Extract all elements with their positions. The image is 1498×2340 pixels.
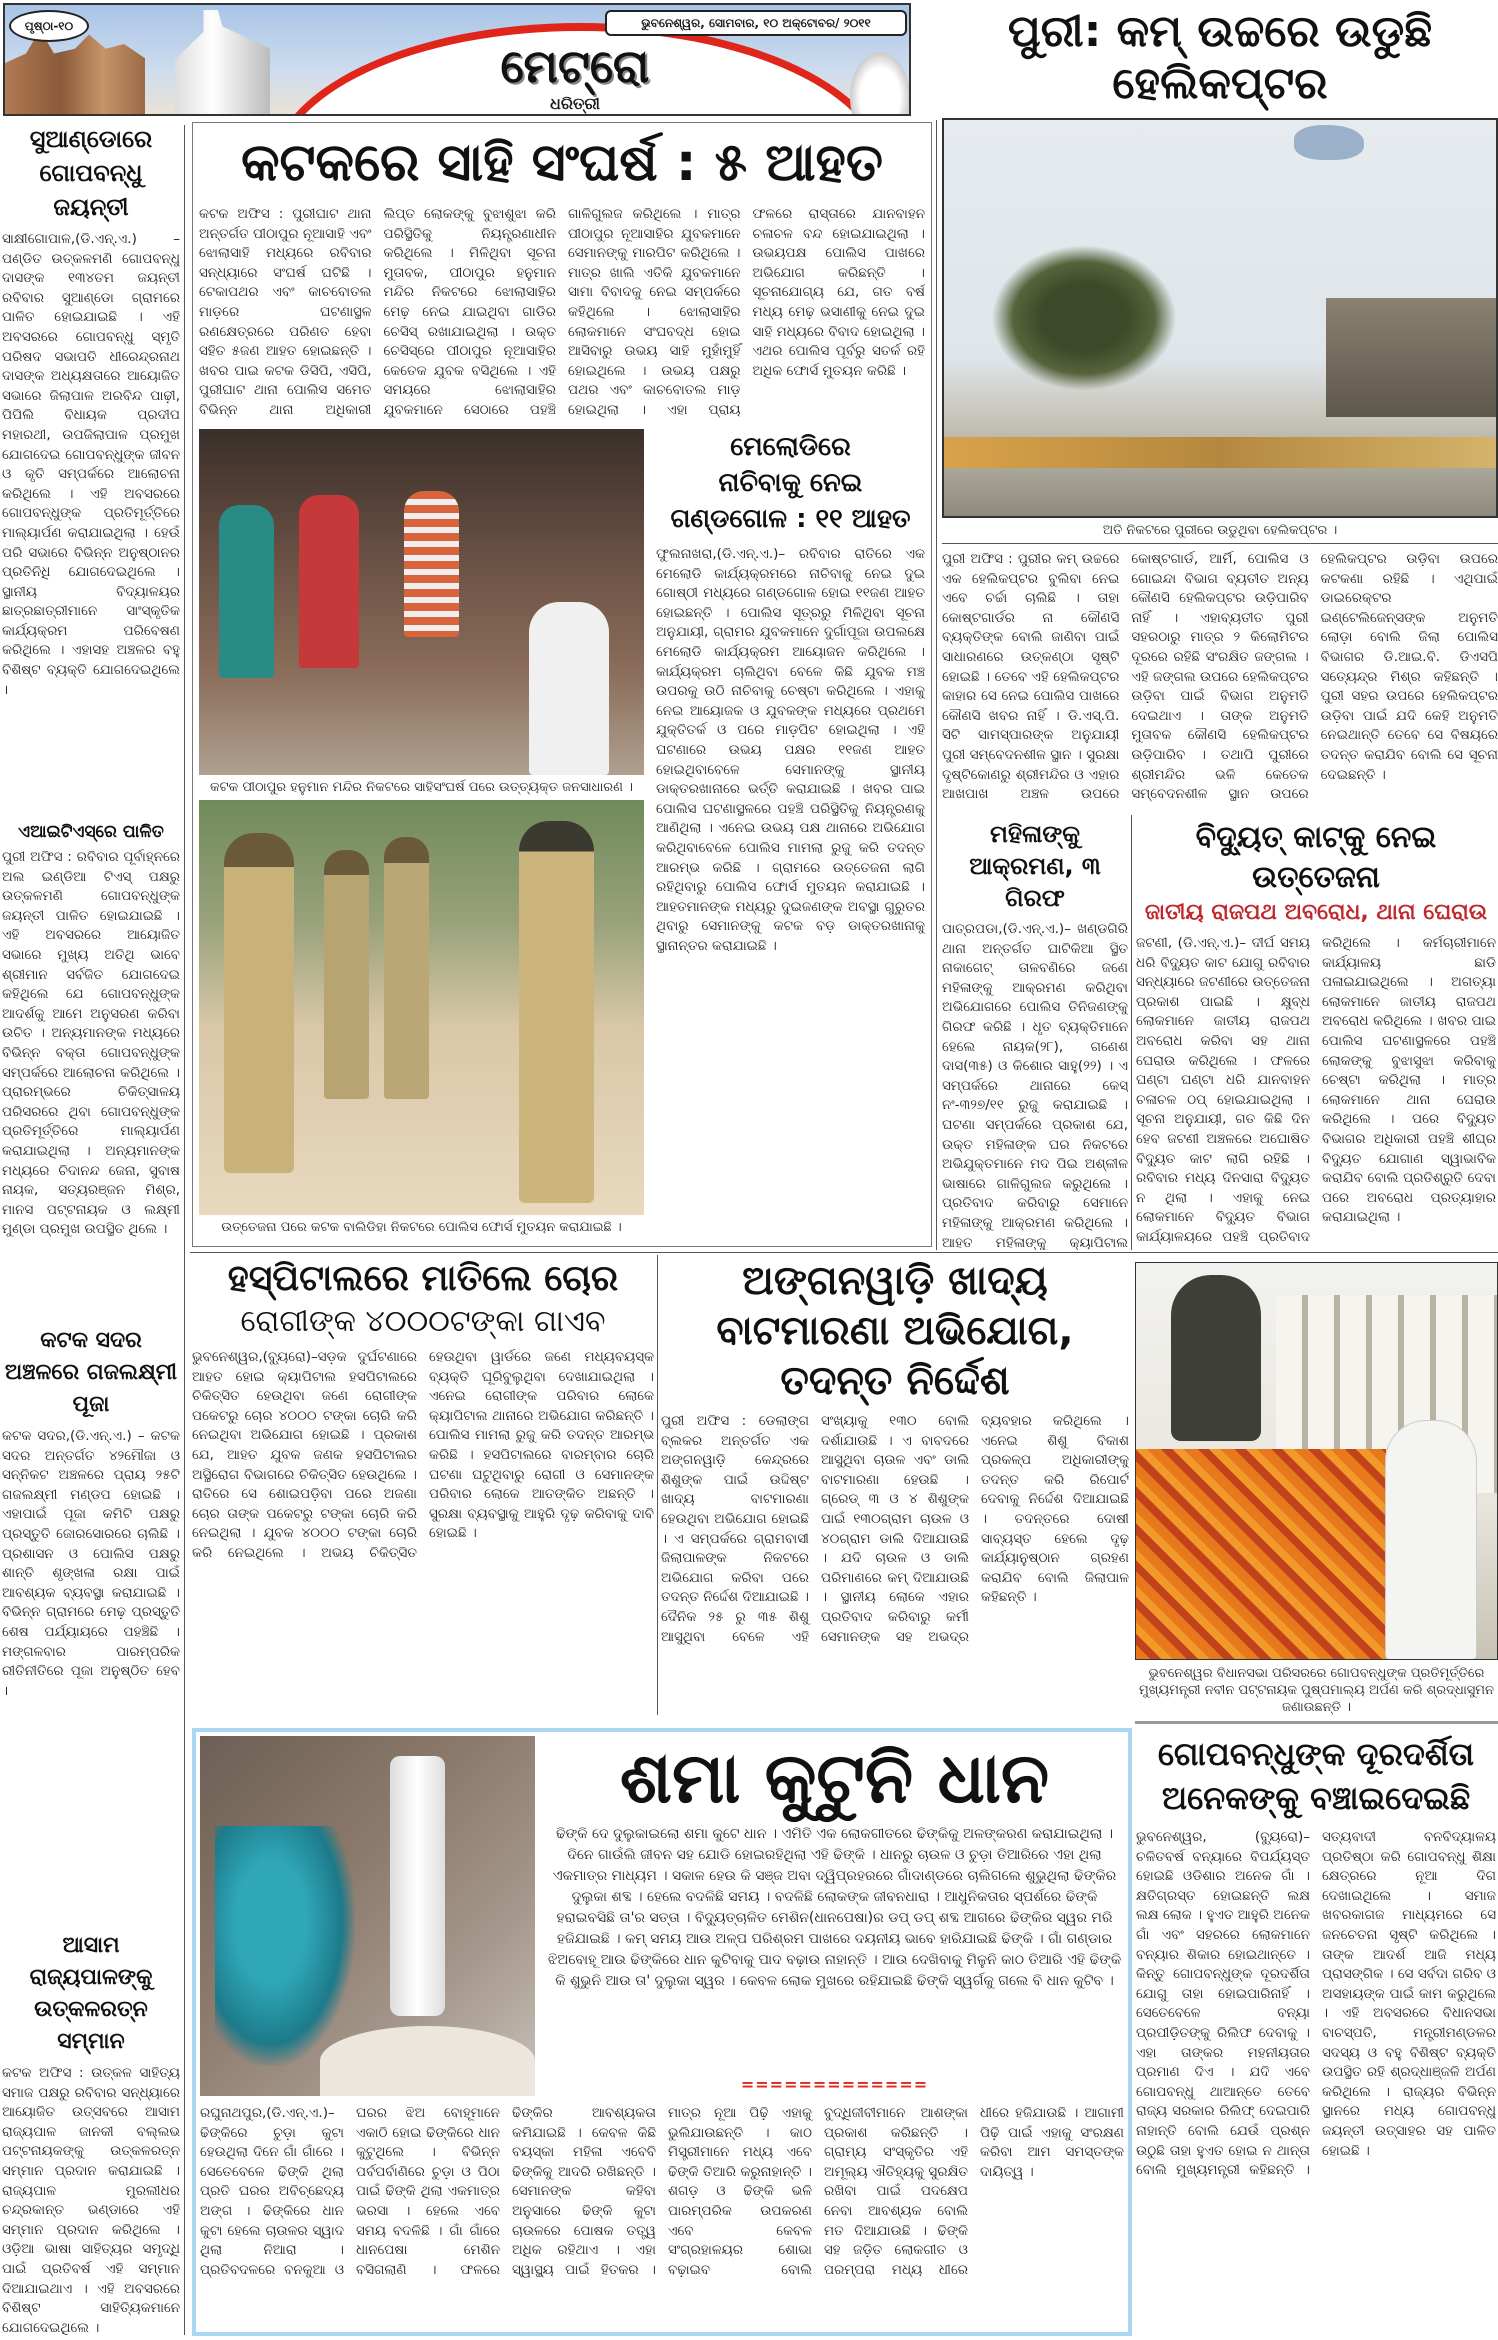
woman-figure <box>215 1826 355 2066</box>
anganwadi-article-body: ପୁରୀ ଅଫିସ : ଡେଲାଙ୍ଗ ବ୍ଲକର ଅନ୍ତର୍ଗତ ଏକ ଅଙ୍ଗନୱାଡ଼ି କେନ୍ଦ୍ରରେ ଶିଶୁଙ୍କ ପାଇଁ ଉଦ୍ଦିଷ୍ଟ ଖାଦ୍ୟ ବାଟମାରଣା ହେଉଥିବା ଅଭିଯୋଗ ହୋଇଛି । ଏ ସମ୍ପର୍କରେ ଗ୍ରାମବାସୀ ଜିଲାପାଳଙ୍କ ନିକଟରେ ଅଭିଯୋଗ କରିବା ପରେ ତଦନ୍ତ ନିର୍ଦ୍ଦେଶ ଦିଆଯାଇଛି । ଦୈନିକ ୨୫ ରୁ ୩୫ ଶିଶୁ ଆସୁଥିବା ବେଳେ ଏହି ସଂଖ୍ୟାକୁ ୧୩୦ ବୋଲି ଦର୍ଶାଯାଉଛି । ଏ ବାବଦରେ ଆସୁଥିବା ଚାଉଳ ଏବଂ ଡାଲି ବାଟମାରଣା ହେଉଛି । ଗ୍ରେଡ୍ ୩ ଓ ୪ ଶିଶୁଙ୍କ ପାଇଁ ୧୩୦ଗ୍ରାମ ଚାଉଳ ଓ ୪୦ଗ୍ରାମ ଡାଲି ଦିଆଯାଉଛି । ଯଦି ଚାଉଳ ଓ ଡାଲି ପରିମାଣରେ କମ୍ ଦିଆଯାଉଛି । ସ୍ଥାନୀୟ ଲୋକେ ଏହାର ପ୍ରତିବାଦ କରିବାରୁ କର୍ମୀ ସେମାନଙ୍କ ସହ ଅଭଦ୍ର ବ୍ୟବହାର କରିଥିଲେ । ଏନେଇ ଶିଶୁ ବିକାଶ ପ୍ରକଳ୍ପ ଅଧିକାରୀଙ୍କୁ ତଦନ୍ତ କରି ରିପୋର୍ଟ ଦେବାକୁ ନିର୍ଦ୍ଦେଶ ଦିଆଯାଇଛି । ତଦନ୍ତରେ ଦୋଷୀ ସାବ୍ୟସ୍ତ ହେଲେ ଦୃଢ଼ କାର୍ଯ୍ୟାନୁଷ୍ଠାନ ଗ୍ରହଣ କରାଯିବ ବୋଲି ଜିଲାପାଳ କହିଛନ୍ତି । <box>661 1413 1129 1645</box>
divider <box>1131 815 1132 1250</box>
helicopter-photo <box>942 118 1498 518</box>
attack-headline: ମହିଳାଙ୍କୁ ଆକ୍ରମଣ, ୩ ଗିରଫ <box>969 820 1101 912</box>
dhenki-intro: ଢିଙ୍କି ଦେ ଦୁଲୁକାଇଲୋ ଶମା କୁଟେ ଧାନ । ଏମିତି ଏକ ଲୋକଗୀତରେ ଢିଙ୍କିକୁ ଅଳଙ୍କରଣ କରାଯାଇଥିଲା । ଦିନେ ଗାଉଁଲି ଜୀବନ ସହ ଯୋଡି ହୋଇରହିଥିଲା ଏହି ଢିଙ୍କି । ଧାନରୁ ଚାଉଳ ଓ ଚୁଡ଼ା ତିଆରିରେ ଏହା ଥିଲା ଏକମାତ୍ର ମାଧ୍ୟମ । ସକାଳ ହେଉ କି ସଞ୍ଜ ଅବା ଦ୍ୱିପ୍ରହରରେ ଗାଁଦାଣ୍ଡରେ ଚାଲିଗଲେ ଶୁଭୁଥିଲା ଢିଙ୍କିର ଦୁଲୁକା ଶବ୍ଦ । ହେଲେ ବଦଳିଛି ସମୟ । ବଦଳିଛି ଲୋକଙ୍କ ଜୀବନଧାରା । ଆଧୁନିକତାର ସ୍ପର୍ଶରେ ଢିଙ୍କି ହରାଇବସିଛି ତା'ର ସତ୍ତା । ବିଦ୍ୟୁତ୍‌ଚାଳିତ ମେଶିନ(ଧାନପେଷା)ର ଡପ୍ ଡପ୍ ଶବ୍ଦ ଆଗରେ ଢିଙ୍କିର ସ୍ୱର ମରି ହଜିଯାଇଛି । କମ୍ ସମୟ ଆଉ ଅଳ୍ପ ପରିଶ୍ରମ ପାଖରେ ଦୟନୀୟ ଭାବେ ହାରିଯାଇଛି ଢିଙ୍କି । ଗାଁ ଗଣ୍ଡାର ଝିଅବୋହୂ ଆଉ ଢିଙ୍କିରେ ଧାନ କୁଟିବାକୁ ପାଦ ବଢ଼ାଉ ନାହାନ୍ତି । ଆଉ ଦେଖିବାକୁ ମିଳୁନି କାଠ ତିଆରି ଏହି ଢିଙ୍କି କି ଶୁଭୁନି ଆଉ ତା' ଦୁଲୁକା ସ୍ୱର । କେବଳ ଲୋକ ମୁଖରେ ରହିଯାଇଛି ଢିଙ୍କି ସ୍ୱର୍ଗକୁ ଗଲେ ବି ଧାନ କୁଟିବ । <box>547 1826 1122 1989</box>
suando-headline: ସୁଆଣ୍ଡୋରେ ଗୋପବନ୍ଧୁ ଜୟନ୍ତୀ <box>29 125 153 221</box>
crowd-photo-caption: କଟକ ପୀଠାପୁର ହନୁମାନ ମନ୍ଦିର ନିକଟରେ ସାହିସଂଘର୍ଷ ପରେ ଉତ୍ତ୍ୟକ୍ତ ଜନସାଧାରଣ । <box>210 779 633 795</box>
attack-story <box>942 818 1128 1250</box>
policeman-2 <box>324 850 369 1099</box>
policeman-1 <box>224 833 294 1173</box>
anganwadi-headline: ଅଙ୍ଗନୱାଡ଼ି ଖାଦ୍ୟ ବାଟମାରଣା ଅଭିଯୋଗ, ତଦନ୍ତ ନିର୍ଦ୍ଦେଶ <box>716 1258 1074 1404</box>
policeman-3 <box>384 837 429 1099</box>
melody-headline-line1: ମେଲୋଡିରେ <box>730 432 851 462</box>
stupa-illustration <box>845 45 911 116</box>
dhenki-pestle <box>390 1756 445 2016</box>
melody-article-body: ଫୁଲନାଖରା,(ଡି.ଏନ୍.ଏ.)– ରବିବାର ରାତିରେ ଏକ ମେଲୋଡି କାର୍ଯ୍ୟକ୍ରମରେ ନାଚିବାକୁ ନେଇ ଦୁଇ ଗୋଷ୍ଠୀ ମଧ୍ୟରେ ଗଣ୍ଡଗୋଳ ହୋଇ ୧୧ଜଣ ଆହତ ହୋଇଛନ୍ତି । ପୋଲିସ ସୂତ୍ରରୁ ମିଳିଥିବା ସୂଚନା ଅନୁଯାୟୀ, ଗ୍ରାମର ଯୁବକମାନେ ଦୁର୍ଗାପୂଜା ଉପଲକ୍ଷେ ମେଲୋଡି କାର୍ଯ୍ୟକ୍ରମ ଆୟୋଜନ କରିଥିଲେ । କାର୍ଯ୍ୟକ୍ରମ ଚାଲିଥିବା ବେଳେ କିଛି ଯୁବକ ମଞ୍ଚ ଉପରକୁ ଉଠି ନାଚିବାକୁ ଚେଷ୍ଟା କରିଥିଲେ । ଏହାକୁ ନେଇ ଆୟୋଜକ ଓ ଯୁବକଙ୍କ ମଧ୍ୟରେ ପ୍ରଥମେ ଯୁକ୍ତିତର୍କ ଓ ପରେ ମାଡ଼ପିଟ ହୋଇଥିଲା । ଏହି ଘଟଣାରେ ଉଭୟ ପକ୍ଷର ୧୧ଜଣ ଆହତ ହୋଇଥିବାବେଳେ ସେମାନଙ୍କୁ ସ୍ଥାନୀୟ ଡାକ୍ତରଖାନାରେ ଭର୍ତ୍ତି କରାଯାଇଛି । ଖବର ପାଇ ପୋଲିସ ଘଟଣାସ୍ଥଳରେ ପହଞ୍ଚି ପରିସ୍ଥିତିକୁ ନିୟନ୍ତ୍ରଣକୁ ଆଣିଥିଲା । ଏନେଇ ଉଭୟ ପକ୍ଷ ଥାନାରେ ଅଭିଯୋଗ କରିଥିବାବେଳେ ପୋଲିସ ମାମଲା ରୁଜୁ କରି ତଦନ୍ତ ଆରମ୍ଭ କରିଛି । ଗ୍ରାମରେ ଉତ୍ତେଜନା ଲାଗି ରହିଥିବାରୁ ପୋଲିସ ଫୋର୍ସ ମୁତୟନ କରାଯାଇଛି । ଆହତମାନଙ୍କ ମଧ୍ୟରୁ ଦୁଇଜଣଙ୍କ ଅବସ୍ଥା ଗୁରୁତର ଥିବାରୁ ସେମାନଙ୍କୁ କଟକ ବଡ଼ ଡାକ୍ତରଖାନାକୁ ସ୍ଥାନାନ୍ତର କରାଯାଇଛି । <box>656 546 925 954</box>
assembly-building-illustration <box>175 10 270 116</box>
dhenki-headline: ଶମା କୁଟୁନି ଧାନ <box>619 1737 1050 1819</box>
divider <box>190 1252 1498 1253</box>
suando-story <box>2 122 180 814</box>
gajalaxmi-story <box>2 1319 180 1924</box>
helicopter-shape <box>1294 125 1364 160</box>
power-story <box>1136 818 1496 1250</box>
divider <box>1135 1721 1498 1724</box>
aits-story <box>2 814 180 1319</box>
newspaper-subtitle: ଧରିତ୍ରୀ <box>550 94 600 113</box>
puri-story <box>942 0 1498 815</box>
power-article-body: ଜଟଣୀ, (ଡି.ଏନ୍.ଏ.)– ଦୀର୍ଘ ସମୟ ଧରି ବିଦ୍ୟୁତ କାଟ ଯୋଗୁ ରବିବାର ସନ୍ଧ୍ୟାରେ ଜଟଣୀରେ ଉତ୍ତେଜନା ପ୍ରକାଶ ପାଇଛି । କ୍ଷୁବ୍ଧ ଲୋକମାନେ ଜାତୀୟ ରାଜପଥ ଅବରୋଧ କରିବା ସହ ଥାନା ଘେରାଉ କରିଥିଲେ । ଫଳରେ ଘଣ୍ଟା ଘଣ୍ଟା ଧରି ଯାନବାହନ ଚଳାଚଳ ଠପ୍ ହୋଇଯାଇଥିଲା । ସୂଚନା ଅନୁଯାୟୀ, ଗତ କିଛି ଦିନ ହେବ ଜଟଣୀ ଅଞ୍ଚଳରେ ଅଘୋଷିତ ବିଦ୍ୟୁତ କାଟ ଲାଗି ରହିଛି । ରବିବାର ମଧ୍ୟ ଦିନସାରା ବିଦ୍ୟୁତ ନ ଥିଲା । ଏହାକୁ ନେଇ ଲୋକମାନେ ବିଦ୍ୟୁତ ବିଭାଗ କାର୍ଯ୍ୟାଳୟରେ ପହଞ୍ଚି ପ୍ରତିବାଦ କରିଥିଲେ । କର୍ମଚାରୀମାନେ କାର୍ଯ୍ୟାଳୟ ଛାଡି ପଳାଇଯାଇଥିଲେ । ଅଗତ୍ୟା ଲୋକମାନେ ଜାତୀୟ ରାଜପଥ ଅବରୋଧ କରିଥିଲେ । ଖବର ପାଇ ପୋଲିସ ଘଟଣାସ୍ଥଳରେ ପହଞ୍ଚି ଲୋକଙ୍କୁ ବୁଝାସୁଝା କରିବାକୁ ଚେଷ୍ଟା କରିଥିଲା । ମାତ୍ର ଲୋକମାନେ ଥାନା ଘେରାଉ କରିଥିଲେ । ପରେ ବିଦ୍ୟୁତ ବିଭାଗର ଅଧିକାରୀ ପହଞ୍ଚି ଶୀଘ୍ର ବିଦ୍ୟୁତ ଯୋଗାଣ ସ୍ୱାଭାବିକ କରାଯିବ ବୋଲି ପ୍ରତିଶ୍ରୁତି ଦେବା ପରେ ଅବରୋଧ ପ୍ରତ୍ୟାହାର କରାଯାଇଥିଲା । <box>1136 935 1496 1245</box>
divider <box>657 1255 658 1715</box>
policeman-4 <box>519 821 594 1203</box>
red-divider: ============= <box>740 2075 929 2094</box>
suando-article-body: ସାକ୍ଷୀଗୋପାଳ,(ଡି.ଏନ୍.ଏ.) – ପଣ୍ଡିତ ଉତ୍କଳମଣି ଗୋପବନ୍ଧୁ ଦାସଙ୍କ ୧୩୪ତମ ଜୟନ୍ତୀ ରବିବାର ସୁଆଣ୍ଡୋ ଗ୍ରାମରେ ପାଳିତ ହୋଇଯାଇଛି । ଏହି ଅବସରରେ ଗୋପବନ୍ଧୁ ସ୍ମୃତି ପରିଷଦ ସଭାପତି ଧୀରେନ୍ଦ୍ରନାଥ ଦାସଙ୍କ ଅଧ୍ୟକ୍ଷତାରେ ଆୟୋଜିତ ସଭାରେ ଜିଲାପାଳ ଅରବିନ୍ଦ ପାଢ଼ୀ, ପିପିଲି ବିଧାୟକ ପ୍ରଦୀପ ମହାରଥୀ, ଉପଜିଲାପାଳ ପ୍ରମୁଖ ଯୋଗଦେଇ ଗୋପବନ୍ଧୁଙ୍କ ଜୀବନ ଓ କୃତି ସମ୍ପର୍କରେ ଆଲୋଚନା କରିଥିଲେ । ଏହି ଅବସରରେ ଗୋପବନ୍ଧୁଙ୍କ ପ୍ରତିମୂର୍ତ୍ତିରେ ମାଲ୍ୟାର୍ପଣ କରାଯାଇଥିଲା । ହେଉଁ ପରି ସଭାରେ ବିଭିନ୍ନ ଅନୁଷ୍ଠାନର ପ୍ରତିନିଧି ଯୋଗଦେଇଥିଲେ । ସ୍ଥାନୀୟ ବିଦ୍ୟାଳୟର ଛାତ୍ରଛାତ୍ରୀମାନେ ସାଂସ୍କୃତିକ କାର୍ଯ୍ୟକ୍ରମ ପରିବେଷଣ କରିଥିଲେ । ଏହାସହ ଅଞ୍ଚଳର ବହୁ ବିଶିଷ୍ଟ ବ୍ୟକ୍ତି ଯୋଗଦେଇଥିଲେ । <box>2 231 180 698</box>
divider <box>184 125 185 2335</box>
hospital-story <box>192 1256 654 1714</box>
clash-photos-column <box>199 429 644 1240</box>
puri-headline: ପୁରୀ: କମ୍ ଉଚ୍ଚରେ ଉଡୁଛି ହେଲିକପ୍ଟର <box>1007 6 1433 109</box>
gopabandhu-headline: ଗୋପବନ୍ଧୁଙ୍କ ଦୂରଦର୍ଶିତା ଅନେକଙ୍କୁ ବଞ୍ଚାଇଦେଇଛି <box>1157 1735 1475 1817</box>
divider <box>936 120 937 1250</box>
dhenki-feature-box <box>192 1728 1132 2336</box>
garland-pedestal <box>1136 1449 1386 1659</box>
police-photo-caption: ଉତ୍ତେଜନା ପରେ କଟକ ବାଲିଡିହା ନିକଟରେ ପୋଲିସ ଫୋର୍ସ ମୁତୟନ କରାଯାଇଛି । <box>221 1220 622 1235</box>
chief-minister-figure <box>1386 1421 1476 1659</box>
clash-lower-row <box>199 429 925 1240</box>
gopabandhu-story <box>1136 1732 1496 2335</box>
person-striped-shirt <box>404 491 459 636</box>
melody-story <box>656 429 925 1240</box>
hospital-subheadline: ରୋଗୀଙ୍କ ୪୦୦୦ଟଙ୍କା ଗାଏବ <box>240 1304 606 1339</box>
police-photo <box>199 800 644 1215</box>
wall-strip <box>944 437 1496 469</box>
anganwadi-story <box>661 1256 1129 1714</box>
statue-block <box>1135 1262 1498 1724</box>
statue-photo-caption: ଭୁବନେଶ୍ୱର ବିଧାନସଭା ପରିସରରେ ଗୋପବନ୍ଧୁଙ୍କ ପ୍ରତିମୂର୍ତ୍ତିରେ ମୁଖ୍ୟମନ୍ତ୍ରୀ ନବୀନ ପଟ୍ଟନାୟକ ପୁଷ୍ପମାଲ୍ୟ ଅର୍ପଣ କରି ଶ୍ରଦ୍ଧାସୁମନ ଜଣାଉଛନ୍ତି । <box>1139 1666 1494 1715</box>
palm-tree <box>984 239 1184 397</box>
rice-heap <box>320 2026 535 2096</box>
melody-headline-line2: ନାଚିବାକୁ ନେଇ <box>718 468 863 498</box>
aits-headline: ଏଆଇଟିଏସ୍‌ରେ ପାଳିତ <box>18 822 164 842</box>
assam-headline: ଆସାମ ରାଜ୍ୟପାଳଙ୍କୁ ଉତ୍କଳରତ୍ନ ସମ୍ମାନ <box>29 1933 153 2054</box>
boy-white-shirt <box>529 602 609 775</box>
gopabandhu-article-body: ଭୁବନେଶ୍ୱର, (ବ୍ୟୁରୋ)– ଚଳିତବର୍ଷ ବନ୍ୟାରେ ବିପର୍ଯ୍ୟସ୍ତ ହୋଇଛି ଓଡିଶାର ଅନେକ ଗାଁ । କ୍ଷତିଗ୍ରସ୍ତ ହୋଇଛନ୍ତି ଲକ୍ଷ ଲକ୍ଷ ଲୋକ । ହୁଏତ ଆହୁରି ଅନେକ ଗାଁ ଏବଂ ସହରରେ ଲୋକମାନେ ବନ୍ୟାର ଶିକାର ହୋଇଥାନ୍ତେ । କିନ୍ତୁ ଗୋପବନ୍ଧୁଙ୍କ ଦୂରଦର୍ଶିତା ଯୋଗୁ ତାହା ହୋଇପାରିନାହିଁ । ସେତେବେଳେ ବନ୍ୟା ପ୍ରପୀଡ଼ିତଙ୍କୁ ରିଲିଫ ଦେବାକୁ । ଏହା ତାଙ୍କର ମହନୀୟତାର ପ୍ରମାଣ ଦିଏ । ଯଦି ଏବେ ଗୋପବନ୍ଧୁ ଥାଆନ୍ତେ ତେବେ ରାଜ୍ୟ ସରକାର ରିଲିଫ୍ ଦେଇପାରି ନାହାନ୍ତି ବୋଲି ଯେଉଁ ପ୍ରଶ୍ନ ଉଠୁଛି ତାହା ହୁଏତ ହୋଇ ନ ଥାନ୍ତା ବୋଲି ମୁଖ୍ୟମନ୍ତ୍ରୀ କହିଛନ୍ତି । ସତ୍ୟବାଦୀ ବନବିଦ୍ୟାଳୟ ପ୍ରତିଷ୍ଠା କରି ଗୋପବନ୍ଧୁ ଶିକ୍ଷା କ୍ଷେତ୍ରରେ ନୂଆ ଦିଗ ଦେଖାଇଥିଲେ । ସମାଜ ଖବରକାଗଜ ମାଧ୍ୟମରେ ସେ ଜନଚେତନା ସୃଷ୍ଟି କରିଥିଲେ । ତାଙ୍କ ଆଦର୍ଶ ଆଜି ମଧ୍ୟ ପ୍ରାସଙ୍ଗିକ । ସେ ସର୍ବଦା ଗରିବ ଓ ଅସହାୟଙ୍କ ପାଇଁ କାମ କରୁଥିଲେ । ଏହି ଅବସରରେ ବିଧାନସଭା ବାଚସ୍ପତି, ମନ୍ତ୍ରୀମଣ୍ଡଳର ସଦସ୍ୟ ଓ ବହୁ ବିଶିଷ୍ଟ ବ୍ୟକ୍ତି ଉପସ୍ଥିତ ରହି ଶ୍ରଦ୍ଧାଞ୍ଜଳି ଅର୍ପଣ କରିଥିଲେ । ରାଜ୍ୟର ବିଭିନ୍ନ ସ୍ଥାନରେ ମଧ୍ୟ ଗୋପବନ୍ଧୁ ଜୟନ୍ତୀ ଉତ୍ସାହର ସହ ପାଳିତ ହୋଇଛି । <box>1136 1829 1496 2179</box>
crowd-photo <box>199 429 644 775</box>
melody-headline-line3: ଗଣ୍ଡଗୋଳ : ୧୧ ଆହତ <box>670 504 911 534</box>
clash-story-box <box>192 122 932 1247</box>
building-right <box>1326 298 1496 417</box>
aits-article-body: ପୁରୀ ଅଫିସ : ରବିବାର ପୂର୍ବାହ୍ନରେ ଅଲ ଇଣ୍ଡିଆ ଟିଏସ୍ ପକ୍ଷରୁ ଉତ୍କଳମଣି ଗୋପବନ୍ଧୁଙ୍କ ଜୟନ୍ତୀ ପାଳିତ ହୋଇଯାଇଛି । ଏହି ଅବସରରେ ଆୟୋଜିତ ସଭାରେ ମୁଖ୍ୟ ଅତିଥି ଭାବେ ଶ୍ରୀମାନ ସର୍ବଜିତ ଯୋଗଦେଇ କହିଥିଲେ ଯେ ଗୋପବନ୍ଧୁଙ୍କ ଆଦର୍ଶକୁ ଆମେ ଅନୁସରଣ କରିବା ଉଚିତ । ଅନ୍ୟମାନଙ୍କ ମଧ୍ୟରେ ବିଭିନ୍ନ ବକ୍ତା ଗୋପବନ୍ଧୁଙ୍କ ସମ୍ପର୍କରେ ଆଲୋଚନା କରିଥିଲେ । ପ୍ରାରମ୍ଭରେ ଚିକିତ୍ସାଳୟ ପରିସରରେ ଥିବା ଗୋପବନ୍ଧୁଙ୍କ ପ୍ରତିମୂର୍ତ୍ତିରେ ମାଲ୍ୟାର୍ପଣ କରାଯାଇଥିଲା । ଅନ୍ୟମାନଙ୍କ ମଧ୍ୟରେ ଚିଦାନନ୍ଦ ଜେନା, ସୁବାଷ ନାୟକ, ସତ୍ୟରଞ୍ଜନ ମିଶ୍ର, ମାନସ ପଟ୍ଟନାୟକ ଓ ଲକ୍ଷ୍ମୀ ମୁଣ୍ଡା ପ୍ରମୁଖ ଉପସ୍ଥିତ ଥିଲେ । <box>2 849 180 1238</box>
dhenki-text-column <box>545 1736 1124 2096</box>
divider <box>942 543 1498 544</box>
power-headline: ବିଦ୍ୟୁତ୍ କାଟ୍‌କୁ ନେଇ ଉତ୍ତେଜନା <box>1195 820 1437 895</box>
clash-article-body: କଟକ ଅଫିସ : ପୁରୀଘାଟ ଥାନା ଅନ୍ତର୍ଗତ ପୀଠାପୁର ନୂଆସାହି ଏବଂ ଝୋଲାସାହି ମଧ୍ୟରେ ରବିବାର ସନ୍ଧ୍ୟାରେ ସଂଘର୍ଷ ଘଟିଛି । ଟେକାପଥର ଏବଂ କାଚବୋତଲ ମାଡ଼ରେ ଘଟଣାସ୍ଥଳ ରଣକ୍ଷେତ୍ରରେ ପରିଣତ ହେବା ସହିତ ୫ଜଣ ଆହତ ହୋଇଛନ୍ତି । ଖବର ପାଇ କଟକ ଡିସିପି, ଏସିପି, ପୁରୀଘାଟ ଥାନା ପୋଲିସ ସମେତ ବିଭିନ୍ନ ଥାନା ଅଧିକାରୀ ଲିପ୍ତ ଲୋକଙ୍କୁ ବୁଝାଶୁଝା କରି ପରିସ୍ଥିତିକୁ ନିୟନ୍ତ୍ରଣାଧୀନ କରିଥିଲେ । ମିଳିଥିବା ସୂଚନା ମୁତାବକ, ପୀଠାପୁର ହନୁମାନ ମନ୍ଦିର ନିକଟରେ ଝୋଲାସାହିର ମେଢ଼ ନେଇ ଯାଇଥିବା ଗାଡିର ଚେସିସ୍ ରଖାଯାଇଥିଲା । ଉକ୍ତ ଚେସିସ୍‌ରେ ପୀଠାପୁର ନୂଆସାହିର କେତେକ ଯୁବକ ବସିଥିଲେ । ଏହି ସମୟରେ ଝୋଲାସାହିର ଯୁବକମାନେ ସେଠାରେ ପହଞ୍ଚି ଗାଳିଗୁଲଜ କରିଥିଲେ । ମାତ୍ର ପୀଠାପୁର ନୂଆସାହିର ଯୁବକମାନେ ସେମାନଙ୍କୁ ମାରପିଟ କରିଥିଲେ । ମାତ୍ର ଖାଲି ଏତିକି ଯୁବକମାନେ ସାମା ବିବାଦକୁ ନେଇ ସମ୍ପର୍କରେ କହିଥିଲେ । ଝୋଲାସାହିର ଲୋକମାନେ ସଂଘବଦ୍ଧ ହୋଇ ଆସିବାରୁ ଉଭୟ ସାହି ମୁହାଁମୁହିଁ ହୋଇଥିଲେ । ଉଭୟ ପକ୍ଷରୁ ପଥର ଏବଂ କାଚବୋତଲ ମାଡ଼ ହୋଇଥିଲା । ଏହା ପ୍ରାୟ ଫଳରେ ରାସ୍ତାରେ ଯାନବାହନ ଚଳାଚଳ ବନ୍ଦ ହୋଇଯାଇଥିଲା । ଉଭୟପକ୍ଷ ପୋଲିସ ପାଖରେ ଅଭିଯୋଗ କରିଛନ୍ତି । ସୂଚନାଯୋଗ୍ୟ ଯେ, ଗତ ବର୍ଷ ମଧ୍ୟ ମେଢ଼ ଭସାଣୀକୁ ନେଇ ଦୁଇ ସାହି ମଧ୍ୟରେ ବିବାଦ ହୋଇଥିଲା । ଏଥର ପୋଲିସ ପୂର୍ବରୁ ସତର୍କ ରହି ଅଧିକ ଫୋର୍ସ ମୁତୟନ କରିଛି । <box>199 206 925 418</box>
statue <box>1171 1275 1261 1441</box>
left-column <box>2 122 180 2335</box>
hospital-article-body: ଭୁବନେଶ୍ୱର,(ବ୍ୟୁରୋ)–ସଡ଼କ ଦୁର୍ଘଟଣାରେ ଆହତ ହୋଇ କ୍ୟାପିଟାଲ ହସପିଟାଲରେ ଚିକିତ୍ସିତ ହେଉଥିବା ଜଣେ ରୋଗୀଙ୍କ ପକେଟରୁ ଚୋର ୪୦୦୦ ଟଙ୍କା ଚୋରି କରି ନେଇଥିବା ଅଭିଯୋଗ ହୋଇଛି । ପ୍ରକାଶ ଯେ, ଆହତ ଯୁବକ ଜଣକ ହସପିଟାଲର ଅସ୍ଥିରୋଗ ବିଭାଗରେ ଚିକିତ୍ସିତ ହେଉଥିଲେ । ରାତିରେ ସେ ଶୋଇପଡ଼ିବା ପରେ ଅଜଣା ଚୋର ତାଙ୍କ ପକେଟରୁ ଟଙ୍କା ଚୋରି କରି ନେଇଥିଲା । ଯୁବକ ୪୦୦୦ ଟଙ୍କା ଚୋରି କରି ନେଇଥିଲେ । ଅଭୟ ଚିକିତ୍ସିତ ହେଉଥିବା ୱାର୍ଡରେ ଜଣେ ମଧ୍ୟବୟସ୍କ ବ୍ୟକ୍ତି ଘୂରିବୁଲୁଥିବା ଦେଖାଯାଇଥିଲା । ଏନେଇ ରୋଗୀଙ୍କ ପରିବାର ଲୋକେ କ୍ୟାପିଟାଲ ଥାନାରେ ଅଭିଯୋଗ କରିଛନ୍ତି । ପୋଲିସ ମାମଲା ରୁଜୁ କରି ତଦନ୍ତ ଆରମ୍ଭ କରିଛି । ହସପିଟାଲରେ ବାରମ୍ବାର ଚୋରି ଘଟଣା ଘଟୁଥିବାରୁ ରୋଗୀ ଓ ସେମାନଙ୍କ ପରିବାର ଲୋକେ ଆତଙ୍କିତ ଅଛନ୍ତି । ସୁରକ୍ଷା ବ୍ୟବସ୍ଥାକୁ ଆହୁରି ଦୃଢ଼ କରିବାକୁ ଦାବି ହୋଇଛି । <box>192 1349 654 1561</box>
clash-headline: କଟକରେ ସାହି ସଂଘର୍ଷ : ୫ ଆହତ <box>241 133 883 193</box>
assam-story <box>2 1924 180 2335</box>
dateline: ଭୁବନେଶ୍ୱର, ସୋମବାର, ୧୦ ଅକ୍ଟୋବର/ ୨୦୧୧ <box>605 10 907 36</box>
person-red-shirt <box>299 495 359 668</box>
page-number-badge: ପୃଷ୍ଠା-୧୦ <box>9 10 89 42</box>
gopabandhu-statue-photo <box>1135 1262 1498 1660</box>
helicopter-caption: ଅତି ନିକଟରେ ପୁରୀରେ ଉଡୁଥିବା ହେଲିକପ୍ଟର । <box>1102 523 1338 538</box>
assam-article-body: କଟକ ଅଫିସ : ଉତ୍କଳ ସାହିତ୍ୟ ସମାଜ ପକ୍ଷରୁ ରବିବାର ସନ୍ଧ୍ୟାରେ ଆୟୋଜିତ ଉତ୍ସବରେ ଆସାମ ରାଜ୍ୟପାଳ ଜାନକୀ ବଲ୍ଲଭ ପଟ୍ଟନାୟକଙ୍କୁ ଉତ୍କଳରତ୍ନ ସମ୍ମାନ ପ୍ରଦାନ କରାଯାଇଛି । ରାଜ୍ୟପାଳ ମୁରଲୀଧର ଚନ୍ଦ୍ରକାନ୍ତ ଭଣ୍ଡାରେ ଏହି ସମ୍ମାନ ପ୍ରଦାନ କରିଥିଲେ । ଓଡ଼ିଆ ଭାଷା ସାହିତ୍ୟର ସମୃଦ୍ଧି ପାଇଁ ପ୍ରତିବର୍ଷ ଏହି ସମ୍ମାନ ଦିଆଯାଇଥାଏ । ଏହି ଅବସରରେ ବିଶିଷ୍ଟ ସାହିତ୍ୟିକମାନେ ଯୋଗଦେଇଥିଲେ । <box>2 2065 180 2335</box>
puri-article-body: ପୁରୀ ଅଫିସ : ପୁରୀର କମ୍ ଉଚ୍ଚରେ ଏକ ହେଲିକପ୍ଟର ବୁଲିବା ନେଇ ଏବେ ଚର୍ଚ୍ଚା ଚାଲିଛି । ତାହା କୋଷ୍ଟଗାର୍ଡର ନା କୌଣସି ବ୍ୟକ୍ତିଙ୍କ ବୋଲି ଜାଣିବା ପାଇଁ ସାଧାରଣରେ ଉତ୍କଣ୍ଠା ସୃଷ୍ଟି ହୋଇଛି । ତେବେ ଏହି ହେଲିକପ୍ଟର କାହାର ସେ ନେଇ ପୋଲିସ ପାଖରେ କୌଣସି ଖବର ନାହିଁ । ଡି.ଏସ୍.ପି. ସିଟି ସାମସ୍ପାରଙ୍କ ଅନୁଯାୟୀ ପୁରୀ ସମ୍ବେଦନଶୀଳ ସ୍ଥାନ । ସୁରକ୍ଷା ଦୃଷ୍ଟିକୋଣରୁ ଶ୍ରୀମନ୍ଦିର ଓ ଏହାର ଆଖପାଖ ଅଞ୍ଚଳ ଉପରେ କୋଷ୍ଟଗାର୍ଡ, ଆର୍ମି, ପୋଲିସ ଓ ଗୋଇନ୍ଦା ବିଭାଗ ବ୍ୟତୀତ ଅନ୍ୟ କୌଣସି ହେଲିକପ୍ଟର ଉଡ଼ିପାରିବ ନାହିଁ । ଏହାବ୍ୟତୀତ ପୁରୀ ସହରଠାରୁ ମାତ୍ର ୨ କିଲୋମିଟର ଦୂରରେ ରହିଛି ସଂରକ୍ଷିତ ଜଙ୍ଗଲ । ଏହି ଜଙ୍ଗଲ ଉପରେ ହେଲିକପ୍ଟର ଉଡ଼ିବା ପାଇଁ ବିଭାଗ ଅନୁମତି ଦେଇଥାଏ । ତାଙ୍କ ଅନୁମତି ମୁତାବକ କୌଣସି ହେଲିକପ୍ଟର ଉଡ଼ିପାରିବ । ତଥାପି ପୁରୀରେ ଶ୍ରୀମନ୍ଦିର ଭଳି କେତେକ ସମ୍ବେଦନଶୀଳ ସ୍ଥାନ ଉପରେ ହେଲିକପ୍ଟର ଉଡ଼ିବା ଉପରେ କଟକଣା ରହିଛି । ଏଥିପାଇଁ ଡାଇରେକ୍ଟର ଇଣ୍ଟେଲିଜେନ୍ସଙ୍କ ଅନୁମତି ଲୋଡ଼ା ବୋଲି ଜିଲା ପୋଲିସ ବିଭାଗର ଡି.ଆଇ.ବି. ଡିଏସପି ସତ୍ୟେନ୍ଦ୍ର ମିଶ୍ର କହିଛନ୍ତି । ପୁରୀ ସହର ଉପରେ ହେଲିକପ୍ଟର ଉଡ଼ିବା ପାଇଁ ଯଦି କେହି ଅନୁମତି ନେଇଥାନ୍ତି ତେବେ ସେ ବିଷୟରେ ତଦନ୍ତ କରାଯିବ ବୋଲି ସେ ସୂଚନା ଦେଇଛନ୍ତି । <box>942 551 1498 803</box>
dhenki-top-row <box>200 1736 1124 2096</box>
gajalaxmi-article-body: କଟକ ସଦର,(ଡି.ଏନ୍.ଏ.) – କଟକ ସଦର ଅନ୍ତର୍ଗତ ୪୨ମୌଜା ଓ ସନ୍ନିକଟ ଅଞ୍ଚଳରେ ପ୍ରାୟ ୨୫ଟି ଗଜଲକ୍ଷ୍ମୀ ମଣ୍ଡପ ହୋଇଛି । ଏହାପାଇଁ ପୂଜା କମିଟି ପକ୍ଷରୁ ପ୍ରସ୍ତୁତି ଜୋରସୋରରେ ଚାଲିଛି । ପ୍ରଶାସନ ଓ ପୋଲିସ ପକ୍ଷରୁ ଶାନ୍ତି ଶୃଙ୍ଖଳା ରକ୍ଷା ପାଇଁ ଆବଶ୍ୟକ ବ୍ୟବସ୍ଥା କରାଯାଇଛି । ବିଭିନ୍ନ ଗ୍ରାମରେ ମେଢ଼ ପ୍ରସ୍ତୁତି ଶେଷ ପର୍ଯ୍ୟାୟରେ ପହଞ୍ଚିଛି । ମଙ୍ଗଳବାର ପାରମ୍ପରିକ ରୀତିନୀତିରେ ପୂଜା ଅନୁଷ୍ଠିତ ହେବ । <box>2 1428 180 1699</box>
masthead <box>3 3 911 116</box>
power-subheadline: ଜାତୀୟ ରାଜପଥ ଅବରୋଧ, ଥାନା ଘେରାଉ <box>1144 900 1488 925</box>
woman-pounding-rice-photo <box>200 1736 535 2096</box>
dhenki-article-body: ରଘୁନାଥପୁର,(ଡି.ଏନ୍.ଏ.)– ଢିଙ୍କିରେ ଚୁଡ଼ା କୁଟା ହେଉଥିଲା ଦିନେ ଗାଁ ଗାଁରେ । ସେତେବେଳେ ଢିଙ୍କି ଥିଲା ପ୍ରତି ଘରର ଅବିଚ୍ଛେଦ୍ୟ ଅଙ୍ଗ । ଢିଙ୍କିରେ ଧାନ କୁଟା ହେଲେ ଚାଉଳର ସ୍ୱାଦ ଥିଲା ନିଆରା । ପ୍ରତିବଦଳରେ ବନକୁଆ ଓ ଘରର ଝିଅ ବୋହୂମାନେ ଏକାଠି ହୋଇ ଢିଙ୍କିରେ ଧାନ କୁଟୁଥିଲେ । ବିଭିନ୍ନ ପର୍ବପର୍ବାଣିରେ ଚୁଡ଼ା ଓ ପିଠା ପାଇଁ ଢିଙ୍କି ଥିଲା ଏକମାତ୍ର ଭରସା । ହେଲେ ଏବେ ସମୟ ବଦଳିଛି । ଗାଁ ଗାଁରେ ଧାନପେଷା ମେଶିନ ବସିଗଲାଣି । ଫଳରେ ଢିଙ୍କିର ଆବଶ୍ୟକତା କମିଯାଇଛି । କେବଳ କିଛି ବୟସ୍କା ମହିଳା ଏବେବି ଢିଙ୍କିକୁ ଆଦରି ରଖିଛନ୍ତି । ସେମାନଙ୍କ କହିବା ଅନୁସାରେ ଢିଙ୍କି କୁଟା ଚାଉଳରେ ପୋଷକ ତତ୍ତ୍ୱ ଅଧିକ ରହିଥାଏ । ଏହା ସ୍ୱାସ୍ଥ୍ୟ ପାଇଁ ହିତକର । ମାତ୍ର ନୂଆ ପିଢ଼ି ଏହାକୁ ଭୁଲିଯାଉଛନ୍ତି । କାଠ ମିସ୍ତ୍ରୀମାନେ ମଧ୍ୟ ଏବେ ଢିଙ୍କି ତିଆରି କରୁନାହାନ୍ତି । ଶଗଡ଼ ଓ ଢିଙ୍କି ଭଳି ପାରମ୍ପରିକ ଉପକରଣ ଏବେ କେବଳ ସଂଗ୍ରହାଳୟର ଶୋଭା ବଢ଼ାଇବ ବୋଲି ବୁଦ୍ଧିଜୀବୀମାନେ ଆଶଙ୍କା ପ୍ରକାଶ କରିଛନ୍ତି । ଗ୍ରାମ୍ୟ ସଂସ୍କୃତିର ଏହି ଅମୂଲ୍ୟ ଐତିହ୍ୟକୁ ସୁରକ୍ଷିତ ରଖିବା ପାଇଁ ପଦକ୍ଷେପ ନେବା ଆବଶ୍ୟକ ବୋଲି ମତ ଦିଆଯାଉଛି । ଢିଙ୍କି ସହ ଜଡ଼ିତ ଲୋକଗୀତ ଓ ପରମ୍ପରା ମଧ୍ୟ ଧୀରେ ଧୀରେ ହଜିଯାଉଛି । ଆଗାମୀ ପିଢ଼ି ପାଇଁ ଏହାକୁ ସଂରକ୍ଷଣ କରିବା ଆମ ସମସ୍ତଙ୍କ ଦାୟିତ୍ୱ । <box>200 2105 1124 2278</box>
attack-article-body: ପାତ୍ରପଡା,(ଡି.ଏନ୍.ଏ.)– ଖଣ୍ଡଗିରି ଥାନା ଅନ୍ତର୍ଗତ ଘାଟିକିଆ ସ୍ଥିତ ନାକାଗେଟ୍ ତାଳବଣିରେ ଜଣେ ମହିଳାଙ୍କୁ ଆକ୍ରମଣ କରିଥିବା ଅଭିଯୋଗରେ ପୋଲିସ ତିନିଜଣଙ୍କୁ ଗିରଫ କରିଛି । ଧୃତ ବ୍ୟକ୍ତିମାନେ ହେଲେ ନାୟକ(୨୮), ଗଣେଶ ଦାସ(୩୫) ଓ କିଶୋର ସାହୁ(୨୨) । ଏ ସମ୍ପର୍କରେ ଥାନାରେ କେସ୍ ନଂ-୩୨୭/୧୧ ରୁଜୁ କରାଯାଇଛି । ଘଟଣା ସମ୍ପର୍କରେ ପ୍ରକାଶ ଯେ, ଉକ୍ତ ମହିଳାଙ୍କ ଘର ନିକଟରେ ଅଭିଯୁକ୍ତମାନେ ମଦ ପିଇ ଅଶ୍ଳୀଳ ଭାଷାରେ ଗାଳିଗୁଲଜ କରୁଥିଲେ । ପ୍ରତିବାଦ କରିବାରୁ ସେମାନେ ମହିଳାଙ୍କୁ ଆକ୍ରମଣ କରିଥିଲେ । ଆହତ ମହିଳାଙ୍କୁ କ୍ୟାପିଟାଲ <box>942 921 1128 1250</box>
gajalaxmi-headline: କଟକ ସଦର ଅଞ୍ଚଳରେ ଗଜଲକ୍ଷ୍ମୀ ପୂଜା <box>4 1328 178 1417</box>
newspaper-title: ମେଟ୍ରୋ <box>500 39 650 93</box>
person-teal-shirt <box>219 505 274 678</box>
hospital-headline: ହସ୍ପିଟାଲରେ ମାତିଲେ ଚୋର <box>227 1258 619 1299</box>
